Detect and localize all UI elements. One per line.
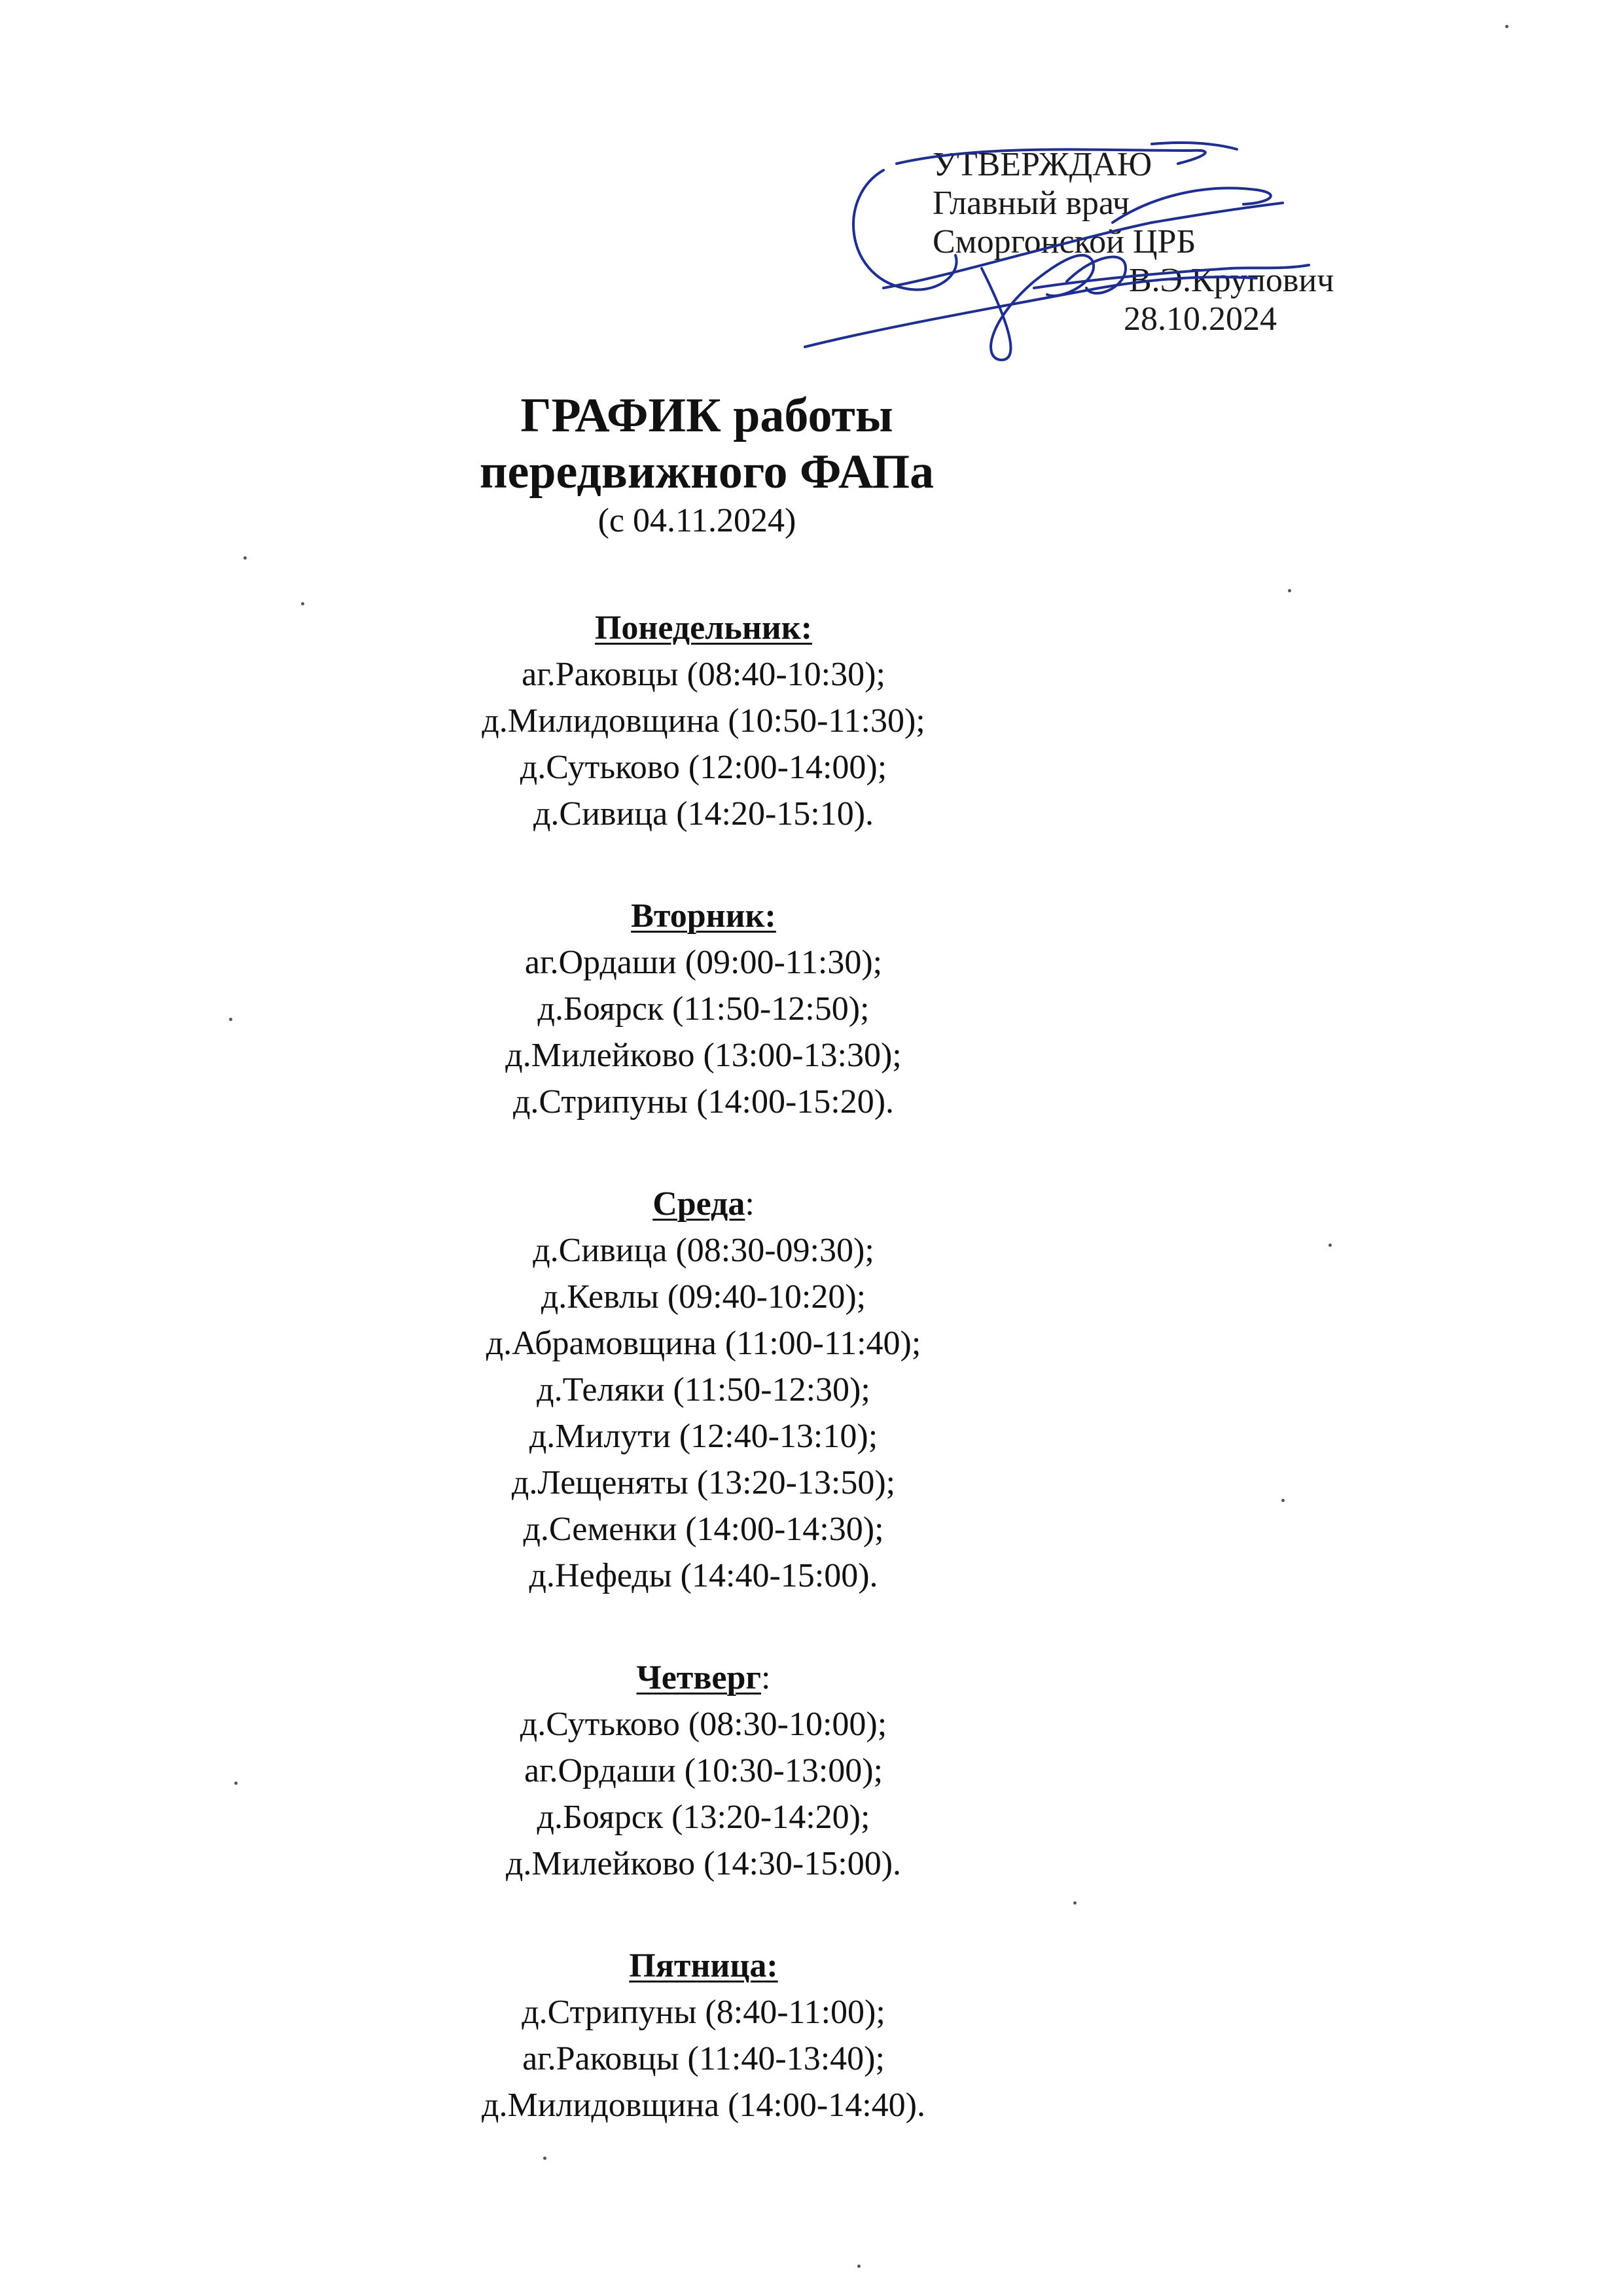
day-friday — [0, 1943, 1515, 2128]
day-heading-thursday — [0, 1655, 1515, 1701]
document-title-line1: ГРАФИК работы — [520, 389, 893, 442]
schedule-entry: д.Милути (12:40-13:10); — [529, 1418, 878, 1455]
approval-date: 28.10.2024 — [1124, 300, 1277, 338]
approval-organization: Сморгонской ЦРБ — [933, 223, 1196, 260]
scan-speck — [1329, 1244, 1332, 1247]
spacer — [0, 837, 1623, 893]
day-heading-wednesday-colon: : — [745, 1185, 755, 1223]
document-title-line2: передвижного ФАПа — [479, 445, 935, 499]
day-monday — [0, 605, 1515, 837]
scan-speck — [301, 602, 304, 605]
schedule-entry: д.Сивица (08:30-09:30); — [533, 1232, 874, 1269]
schedule-entry: д.Сутьково (08:30-10:00); — [520, 1706, 887, 1743]
schedule-entry: д.Абрамовщина (11:00-11:40); — [486, 1325, 921, 1362]
schedule-entry: д.Боярск (11:50-12:50); — [537, 990, 870, 1028]
scan-speck — [1505, 25, 1508, 28]
scan-speck — [543, 2157, 546, 2160]
scan-speck — [243, 556, 247, 560]
schedule-entry: д.Милидовщина (10:50-11:30); — [482, 702, 925, 740]
scan-speck — [229, 1018, 232, 1021]
schedule-entry: д.Нефеды (14:40-15:00). — [529, 1557, 878, 1594]
day-heading-friday: Пятница: — [629, 1947, 778, 1984]
day-thursday — [0, 1655, 1515, 1887]
approval-heading: УТВЕРЖДАЮ — [933, 146, 1152, 183]
day-tuesday — [0, 893, 1515, 1125]
schedule-entry: д.Милейково (14:30-15:00). — [505, 1845, 902, 1882]
schedule-entry: д.Сивица (14:20-15:10). — [533, 795, 874, 833]
title-block — [0, 387, 1623, 542]
scan-speck — [857, 2265, 861, 2268]
spacer — [0, 1125, 1623, 1181]
schedule-entry: д.Теляки (11:50-12:30); — [537, 1371, 870, 1408]
schedule-entry: аг.Раковцы (08:40-10:30); — [522, 656, 885, 693]
day-heading-thursday-colon: : — [761, 1659, 771, 1696]
document-subtitle: (с 04.11.2024) — [597, 502, 796, 539]
schedule-entry: д.Боярск (13:20-14:20); — [537, 1799, 870, 1836]
day-heading-thursday-label: Четверг — [636, 1659, 762, 1696]
scan-speck — [234, 1782, 238, 1785]
schedule-entry: д.Стрипуны (14:00-15:20). — [512, 1083, 895, 1121]
spacer — [0, 1887, 1623, 1943]
schedule — [0, 605, 1623, 2128]
day-heading-wednesday-label: Среда — [652, 1185, 745, 1223]
approval-position: Главный врач — [933, 185, 1130, 222]
scan-speck — [1073, 1901, 1077, 1905]
schedule-entry: д.Сутьково (12:00-14:00); — [520, 749, 887, 786]
schedule-entry: д.Лещеняты (13:20-13:50); — [511, 1464, 896, 1501]
schedule-entry: д.Милидовщина (14:00-14:40). — [482, 2087, 925, 2124]
schedule-entry: д.Кевлы (09:40-10:20); — [541, 1278, 866, 1316]
approval-block — [933, 145, 1404, 338]
schedule-entry: д.Стрипуны (8:40-11:00); — [522, 1994, 885, 2031]
schedule-entry: аг.Ордаши (09:00-11:30); — [524, 944, 883, 981]
spacer — [0, 1599, 1623, 1655]
approval-signatory: В.Э.Крупович — [1129, 262, 1334, 299]
day-heading-tuesday: Вторник: — [631, 897, 776, 935]
scan-speck — [1288, 589, 1291, 592]
schedule-entry: аг.Раковцы (11:40-13:40); — [522, 2040, 885, 2077]
schedule-entry: д.Милейково (13:00-13:30); — [505, 1037, 902, 1074]
schedule-entry: д.Семенки (14:00-14:30); — [523, 1511, 884, 1548]
schedule-entry: аг.Ордаши (10:30-13:00); — [524, 1752, 883, 1789]
scan-speck — [1281, 1499, 1285, 1502]
day-wednesday — [0, 1181, 1515, 1599]
day-heading-monday: Понедельник: — [594, 609, 813, 647]
day-heading-wednesday — [0, 1181, 1515, 1227]
